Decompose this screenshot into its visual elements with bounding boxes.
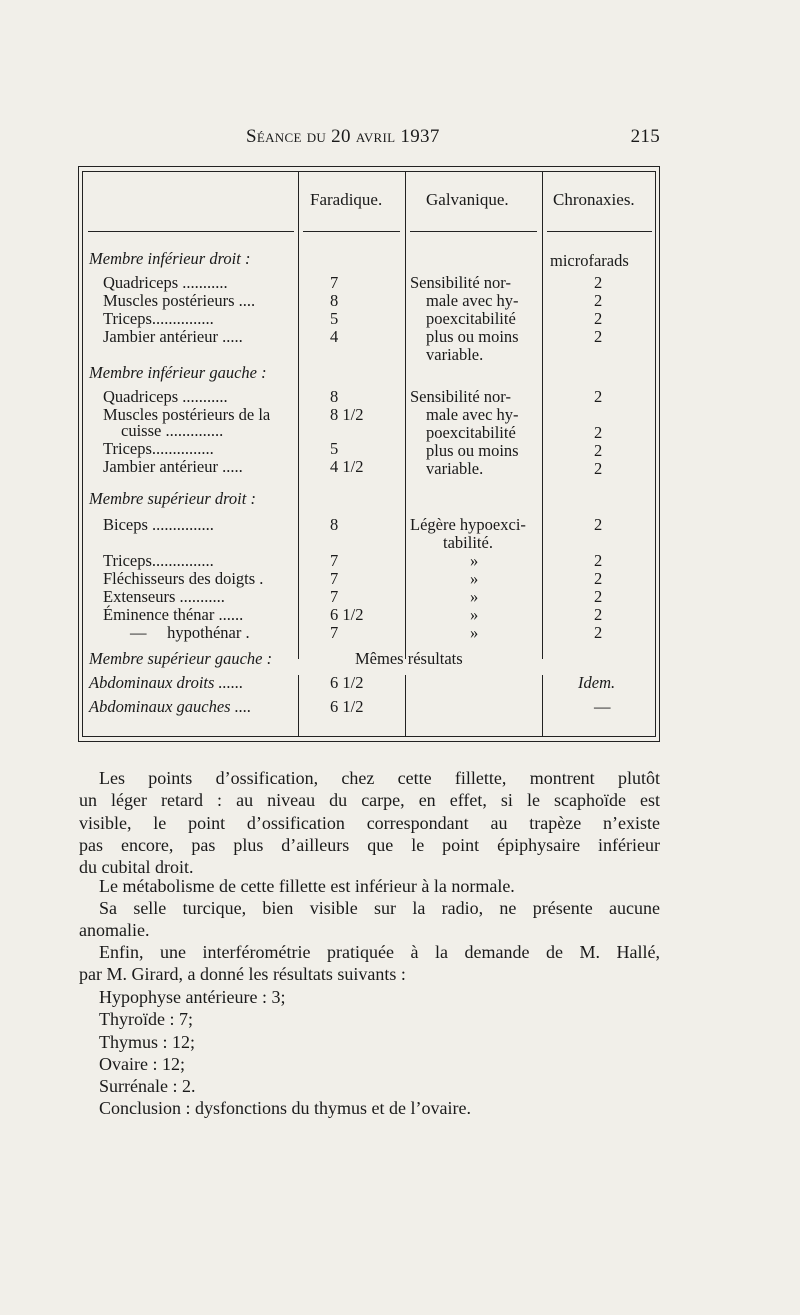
faradique-value: 7 [330,551,339,570]
running-head [78,126,660,154]
galvanique-text: variable. [426,459,484,478]
faradique-value: 8 [330,387,339,406]
faradique-value: 5 [330,439,339,458]
paragraph-selle-turcique [79,897,660,942]
galvanique-text: variable. [426,345,484,364]
row-label: Quadriceps ........... [103,273,228,292]
chronaxie-value: 2 [594,551,603,570]
text-line: Enfin, une interférométrie pratiquée à la demande de M. Hallé, [99,942,660,962]
text-line: Le métabolisme de cette fillette est inférieur à la normale. [99,876,515,896]
chronaxie-value: — [594,697,611,716]
galvanique-text: Légère hypoexci- [410,515,526,534]
running-head-title: Séance du 20 avril 1937 [246,126,440,147]
result-item: Hypophyse antérieure : 3; [99,987,286,1007]
faradique-value: 6 1/2 [330,697,364,716]
result-item: Thymus : 12; [99,1031,196,1052]
table-border [78,166,660,167]
header-rule [547,231,652,232]
results-list [99,986,659,1120]
faradique-value: 4 1/2 [330,457,364,476]
header-rule [88,231,294,232]
faradique-value: 6 1/2 [330,605,364,624]
text-line: pas encore, pas plus d’ailleurs que le point épiphysaire inférieur [79,834,660,855]
row-label: Triceps............... [103,551,214,570]
chronaxie-value: 2 [594,623,603,642]
row-label: Triceps............... [103,309,214,328]
galvanique-text: poexcitabilité [426,309,516,328]
result-item: Ovaire : 12; [99,1053,185,1074]
chronaxie-value: 2 [594,387,603,406]
row-label: Muscles postérieurs de la [103,405,271,424]
galvanique-text: male avec hy- [426,405,519,424]
conclusion: Conclusion : dysfonctions du thymus et de l’ovaire. [99,1098,471,1119]
result-item: Thyroïde : 7; [99,1009,193,1030]
table-border [659,166,660,742]
galvanique-text: poexcitabilité [426,423,516,442]
section-heading: Membre supérieur droit : [89,489,256,508]
text-line: Sa selle turcique, bien visible sur la radio, ne présente aucune [99,898,660,918]
row-label: Jambier antérieur ..... [103,457,243,476]
galvanique-ditto: » [470,623,479,642]
paragraph-metabolisme [79,875,660,897]
text-line: du cubital droit. [79,857,194,878]
column-divider [542,675,543,737]
same-results-note: Mêmes résultats [355,649,463,668]
galvanique-text: Sensibilité nor- [410,387,511,406]
faradique-value: 7 [330,273,339,292]
result-item: Surrénale : 2. [99,1076,196,1097]
chronaxie-value: 2 [594,309,603,328]
chronaxie-value: 2 [594,423,603,442]
galvanique-text: male avec hy- [426,291,519,310]
faradique-value: 8 [330,291,339,310]
paragraph-interferometrie [79,941,660,986]
column-divider [298,171,299,659]
faradique-value: 7 [330,623,339,642]
galvanique-text: plus ou moins [426,327,519,346]
table-border [78,166,79,742]
chronaxie-value: 2 [594,273,603,292]
column-divider [298,675,299,737]
column-divider [542,171,543,659]
row-label: Abdominaux gauches .... [89,697,252,716]
faradique-value: 8 [330,515,339,534]
chronaxie-value: 2 [594,291,603,310]
galvanique-text: plus ou moins [426,441,519,460]
galvanique-ditto: » [470,587,479,606]
text-line: Les points d’ossification, chez cette fillette, montrent plutôt [99,768,660,788]
column-header-galvanique: Galvanique. [426,190,509,209]
faradique-value: 8 1/2 [330,405,364,424]
row-label: Jambier antérieur ..... [103,327,243,346]
galvanique-ditto: » [470,551,479,570]
column-header-faradique: Faradique. [310,190,383,209]
text-line: un léger retard : au niveau du carpe, en effet, si le scaphoïde est [79,790,660,811]
row-label: Biceps ............... [103,515,214,534]
table-border [78,741,660,742]
row-label: cuisse .............. [121,421,224,440]
header-rule [303,231,400,232]
text-line: par M. Girard, a donné les résultats suivants : [79,964,406,985]
chronaxie-value: 2 [594,327,603,346]
row-label: Extenseurs ........... [103,587,225,606]
chronaxie-value: 2 [594,441,603,460]
row-label: — hypothénar . [130,623,250,642]
faradique-value: 5 [330,309,339,328]
chronaxie-value: 2 [594,459,603,478]
paragraph-ossification [79,767,660,878]
column-divider [405,171,406,659]
chronaxie-value: 2 [594,587,603,606]
text-line: anomalie. [79,920,150,941]
page-number: 215 [630,126,660,147]
table-border [82,171,656,172]
galvanique-text: Sensibilité nor- [410,273,511,292]
galvanique-ditto: » [470,605,479,624]
galvanique-ditto: » [470,569,479,588]
faradique-value: 6 1/2 [330,673,364,692]
faradique-value: 7 [330,587,339,606]
table-border [82,171,83,737]
chronaxie-value: 2 [594,515,603,534]
section-heading: Membre supérieur gauche : [89,649,273,668]
table-border [655,171,656,737]
text-line: visible, le point d’ossification correspondant au trapèze n’existe [79,812,660,833]
row-label: Abdominaux droits ...... [89,673,244,692]
chronaxie-value: 2 [594,605,603,624]
faradique-value: 7 [330,569,339,588]
unit-label: microfarads [550,251,629,270]
row-label: Muscles postérieurs .... [103,291,256,310]
column-divider [405,675,406,737]
section-heading: Membre inférieur gauche : [89,363,267,382]
row-label: Triceps............... [103,439,214,458]
header-rule [410,231,537,232]
galvanique-text: tabilité. [443,533,493,552]
row-label: Quadriceps ........... [103,387,228,406]
row-label: Fléchisseurs des doigts . [103,569,264,588]
row-label: Éminence thénar ...... [103,605,244,624]
column-header-chronaxies: Chronaxies. [553,190,635,209]
faradique-value: 4 [330,327,339,346]
chronaxie-value: 2 [594,569,603,588]
table-border [82,736,656,737]
section-heading: Membre inférieur droit : [89,249,251,268]
chronaxie-value: Idem. [578,673,616,692]
